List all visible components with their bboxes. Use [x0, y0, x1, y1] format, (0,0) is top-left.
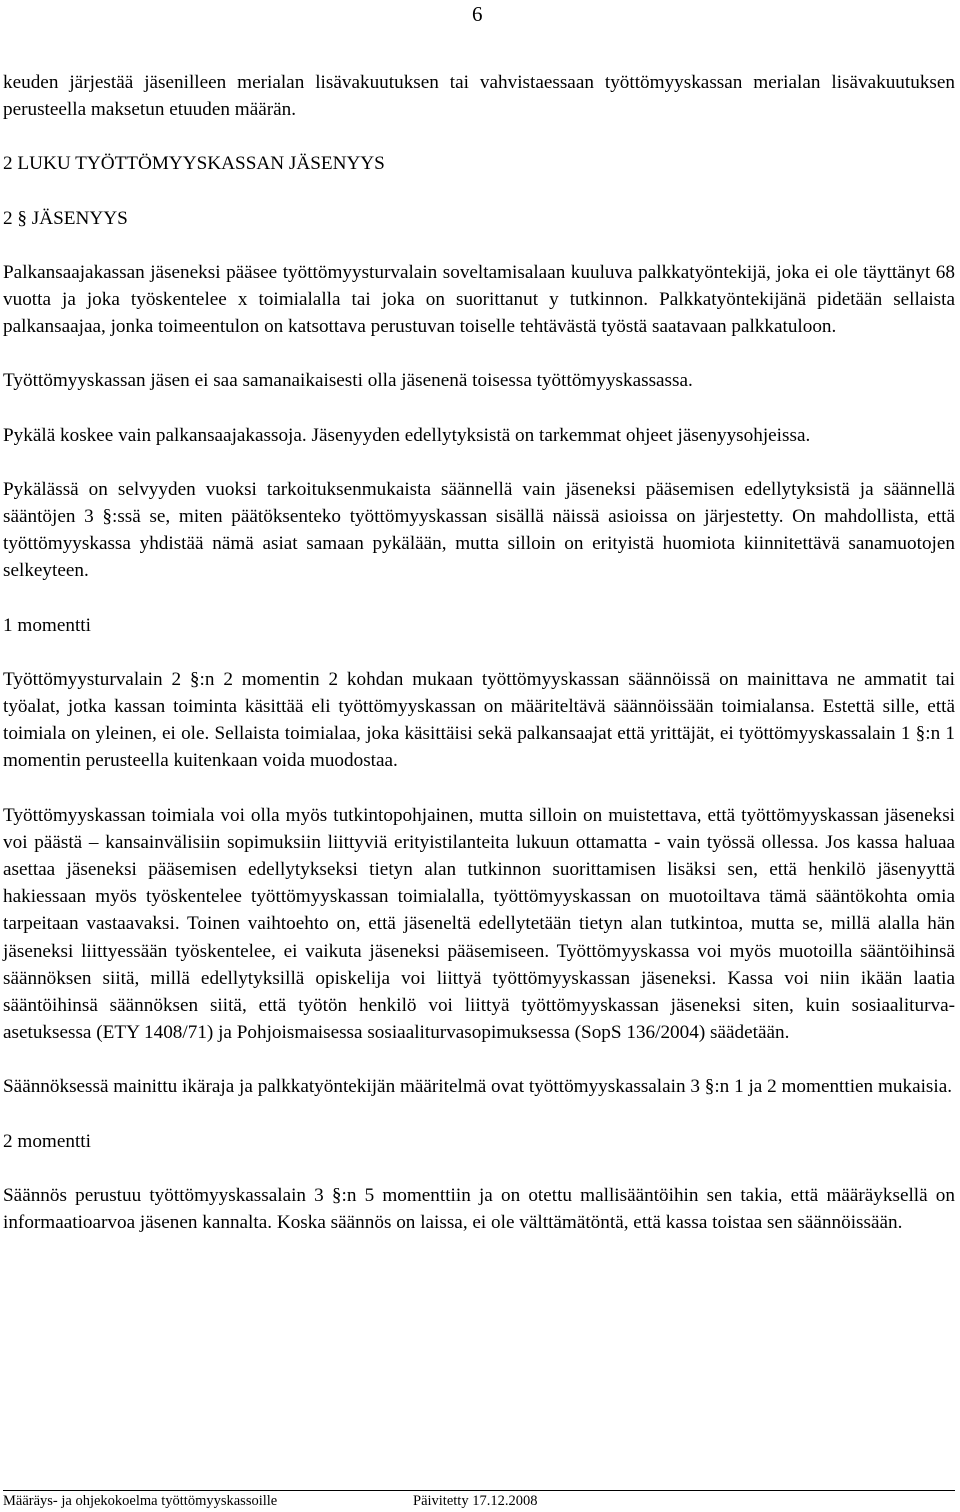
footer-updated-date: Päivitetty 17.12.2008 — [413, 1493, 538, 1509]
paragraph-scope-note: Pykälä koskee vain palkansaajakassoja. Jäsenyyden edellytyksistä on tarkemmat ohjeet jäsenyysohjeissa. — [3, 424, 811, 446]
footer-divider — [3, 1490, 955, 1491]
document-body — [3, 69, 955, 1263]
paragraph-provision-basis: Säännös perustuu työttömyyskassalain 3 §:n 5 momenttiin ja on otettu mallisääntöihin sen takia, että määräyksellä on informaatioarvoa jäsenen kannalta. Koska säännös on laissa, ei ole välttämätöntä, että kassa toistaa sen säännöissään. — [3, 1184, 955, 1234]
paragraph-field-of-activity: Työttömyysturvalain 2 §:n 2 momentin 2 kohdan mukaan työttömyyskassan säännöissä on mainittava ne ammatit tai työalat, jotka kassan toiminta käsittää eli työttömyyskassan on määriteltävä säännöissään toimialansa. Estettä sille, että toimiala on yleinen, ei ole. Sellaista toimialaa, joka käsittäisi sekä palkansaajat että yrittäjät, ei työttömyyskassalain 1 §:n 1 momentin perusteella kuitenkaan voida muodostaa. — [3, 668, 955, 772]
section-heading: 2 § JÄSENYYS — [3, 207, 128, 229]
paragraph-clarity-note: Pykälässä on selvyyden vuoksi tarkoituksenmukaista säännellä vain jäseneksi pääsemisen edellytyksistä ja säännellä sääntöjen 3 §:ssä se, miten päätöksenteko työttömyyskassan sisällä näissä asioissa on järjestetty. On mahdollista, että työttömyyskassa yhdistää nämä asiat samaan pykälään, mutta silloin on erityistä huomiota kiinnitettävä sanamuotojen selkeyteen. — [3, 478, 955, 582]
subsection-heading-moment-2: 2 momentti — [3, 1130, 91, 1152]
rule-text-single-kassa: Työttömyyskassan jäsen ei saa samanaikaisesti olla jäsenenä toisessa työttömyyskassassa. — [3, 370, 693, 392]
subsection-heading-moment-1: 1 momentti — [3, 614, 91, 636]
page-number: 6 — [472, 2, 483, 26]
paragraph-age-limit: Säännöksessä mainittu ikäraja ja palkkatyöntekijän määritelmä ovat työttömyyskassalain 3 §:n 1 ja 2 momenttien mukaisia. — [3, 1076, 953, 1098]
chapter-heading: 2 LUKU TYÖTTÖMYYSKASSAN JÄSENYYS — [3, 153, 385, 175]
paragraph-degree-based-field: Työttömyyskassan toimiala voi olla myös tutkintopohjainen, mutta silloin on muistettava, että työttömyyskassan jäseneksi voi päästä – kansainvälisiin sopimuksiin liittyviä erityistilanteita lukuun ottamatta - vain työssä ollessa. Jos kassa haluaa asettaa jäseneksi pääsemisen edellytykseksi tietyn alan tutkinnon suorittamisen lisäksi sen, että henkilö jäsenyyttä hakiessaan myös työskentelee työttömyyskassan toimialalla, työttömyyskassan on muotoiltava tämä sääntökohta omia tarpeitaan vastaavaksi. Toinen vaihtoehto on, että jäseneltä edellytetään tietyn alan tutkintoa, mutta se, millä alalla hän jäseneksi liittyessään työskentelee, ei vaikuta jäseneksi pääsemiseen. Työttömyyskassa voi myös muotoilla sääntöihinsä säännöksen siitä, millä edellytyksillä opiskelija voi liittyä työttömyyskassan jäseneksi. Kassa voi niin ikään laatia sääntöihinsä säännöksen siitä, että työtön henkilö voi liittyä työttömyyskassan jäseneksi siten, kuin sosiaaliturva-asetuksessa (ETY 1408/71) ja Pohjoismaisessa sosiaaliturvasopimuksessa (SopS 136/2004) säädetään. — [3, 804, 955, 1044]
footer-publication-title: Määräys- ja ohjekokoelma työttömyyskassoille — [3, 1493, 278, 1509]
rule-text-membership: Palkansaajakassan jäseneksi pääsee työttömyysturvalain soveltamisalaan kuuluva palkkatyöntekijä, joka ei ole täyttänyt 68 vuotta ja joka työskentelee x toimialalla tai joka on suorittanut y tutkinnon. Palkkatyöntekijänä pidetään sellaista palkansaajaa, jonka toimeentulon on katsottava perustuvan toiselle tehtävästä työstä saatavaan palkkatuloon. — [3, 261, 955, 338]
paragraph-continuation: keuden järjestää jäsenilleen merialan lisävakuutuksen tai vahvistaessaan työttömyyskassan merialan lisävakuutuksen perusteella maksetun etuuden määrän. — [3, 72, 955, 121]
